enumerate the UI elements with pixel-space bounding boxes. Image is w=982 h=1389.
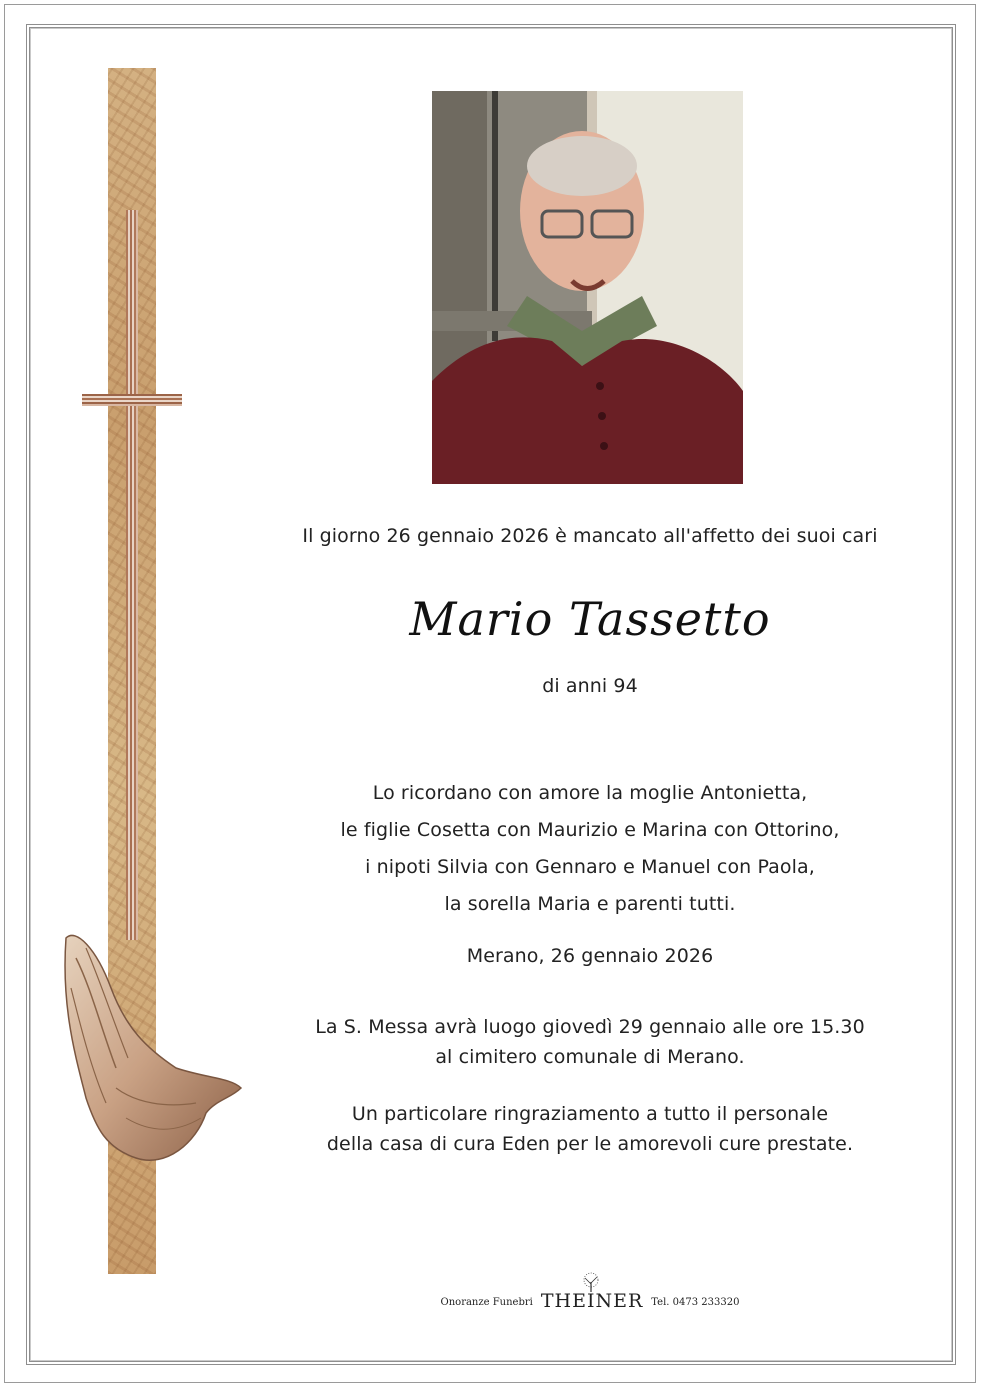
family-line: le figlie Cosetta con Maurizio e Marina con Ottorino, bbox=[340, 819, 840, 841]
mass-line: La S. Messa avrà luogo giovedì 29 gennaio alle ore 15.30 bbox=[315, 1016, 865, 1038]
cross-bar-decoration bbox=[82, 394, 182, 406]
family-line: la sorella Maria e parenti tutti. bbox=[444, 893, 736, 915]
place-date-text: Merano, 26 gennaio 2026 bbox=[466, 945, 714, 967]
thanks-line: della casa di cura Eden per le amorevoli cure prestate. bbox=[326, 1133, 854, 1155]
footer-brand-name: THEINER bbox=[540, 1290, 644, 1312]
footer bbox=[380, 1282, 800, 1312]
portrait-photo bbox=[432, 91, 743, 484]
tree-logo-icon bbox=[571, 1272, 611, 1292]
intro-text: Il giorno 26 gennaio 2026 è mancato all'affetto dei suoi cari bbox=[302, 525, 878, 547]
family-paragraph bbox=[280, 775, 900, 923]
age-text: di anni 94 bbox=[542, 675, 638, 697]
deceased-name: Mario Tassetto bbox=[409, 592, 771, 646]
family-line: Lo ricordano con amore la moglie Antonietta, bbox=[372, 782, 808, 804]
footer-brand bbox=[541, 1290, 643, 1312]
thanks-paragraph bbox=[280, 1099, 900, 1159]
mass-line: al cimitero comunale di Merano. bbox=[435, 1046, 745, 1068]
praying-hands-icon bbox=[56, 928, 246, 1168]
mass-paragraph bbox=[280, 1012, 900, 1072]
family-line: i nipoti Silvia con Gennaro e Manuel con Paola, bbox=[365, 856, 815, 878]
cross-stem-decoration bbox=[126, 210, 138, 940]
footer-label: Onoranze Funebri bbox=[440, 1297, 533, 1308]
thanks-line: Un particolare ringraziamento a tutto il personale bbox=[351, 1103, 829, 1125]
footer-phone: Tel. 0473 233320 bbox=[651, 1297, 740, 1308]
